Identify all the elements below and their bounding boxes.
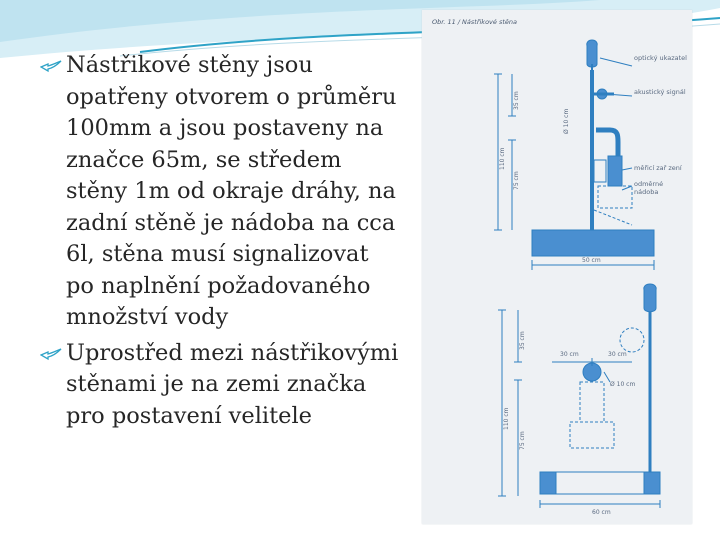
dim-60cm: 60 cm (592, 509, 611, 516)
dim-35cm: 35 cm (513, 91, 520, 110)
dim-50cm: 50 cm (582, 257, 601, 264)
dim-hole-front: Ø 10 cm (610, 381, 636, 388)
dim-hole: Ø 10 cm (563, 108, 570, 134)
dim-30cm-left: 30 cm (560, 351, 579, 358)
dim-110cm: 110 cm (499, 147, 506, 170)
label-acoustic: akustický signál (634, 88, 686, 96)
figure-caption: Obr. 11 / Nástřikové stěna (432, 18, 517, 26)
label-optical: optický ukazatel (634, 54, 687, 62)
bullet-text: Uprostřed mezi nástřikovými stěnami je na zemi značka pro postavení velitele (66, 339, 399, 429)
bullet-item (40, 338, 400, 433)
spray-wall-diagram (422, 10, 692, 524)
dim-75cm: 75 cm (513, 171, 520, 190)
label-vessel-1: odměrné (634, 180, 664, 188)
dim-30cm-right: 30 cm (608, 351, 627, 358)
dim-75cm-front: 75 cm (519, 431, 526, 450)
bullet-list (40, 50, 400, 432)
bullet-item (40, 50, 400, 334)
diagram-image (422, 10, 692, 524)
dim-35cm-front: 35 cm (519, 331, 526, 350)
bullet-text: Nástřikové stěny jsou opatřeny otvorem o průměru 100mm a jsou postaveny na značce 65m, se středem stěny 1m od okraje dráhy, na zadní stěně je nádoba na cca 6l, stěna musí signalizovat po naplnění požadovaného množství vody (66, 52, 397, 330)
bullet-icon (40, 348, 62, 362)
dim-110cm-front: 110 cm (503, 407, 510, 430)
label-measuring: měřicí zař zení (634, 164, 682, 172)
side-view (494, 40, 654, 270)
front-view (498, 284, 660, 508)
label-vessel-2: nádoba (634, 188, 659, 196)
bullet-icon (40, 60, 62, 74)
